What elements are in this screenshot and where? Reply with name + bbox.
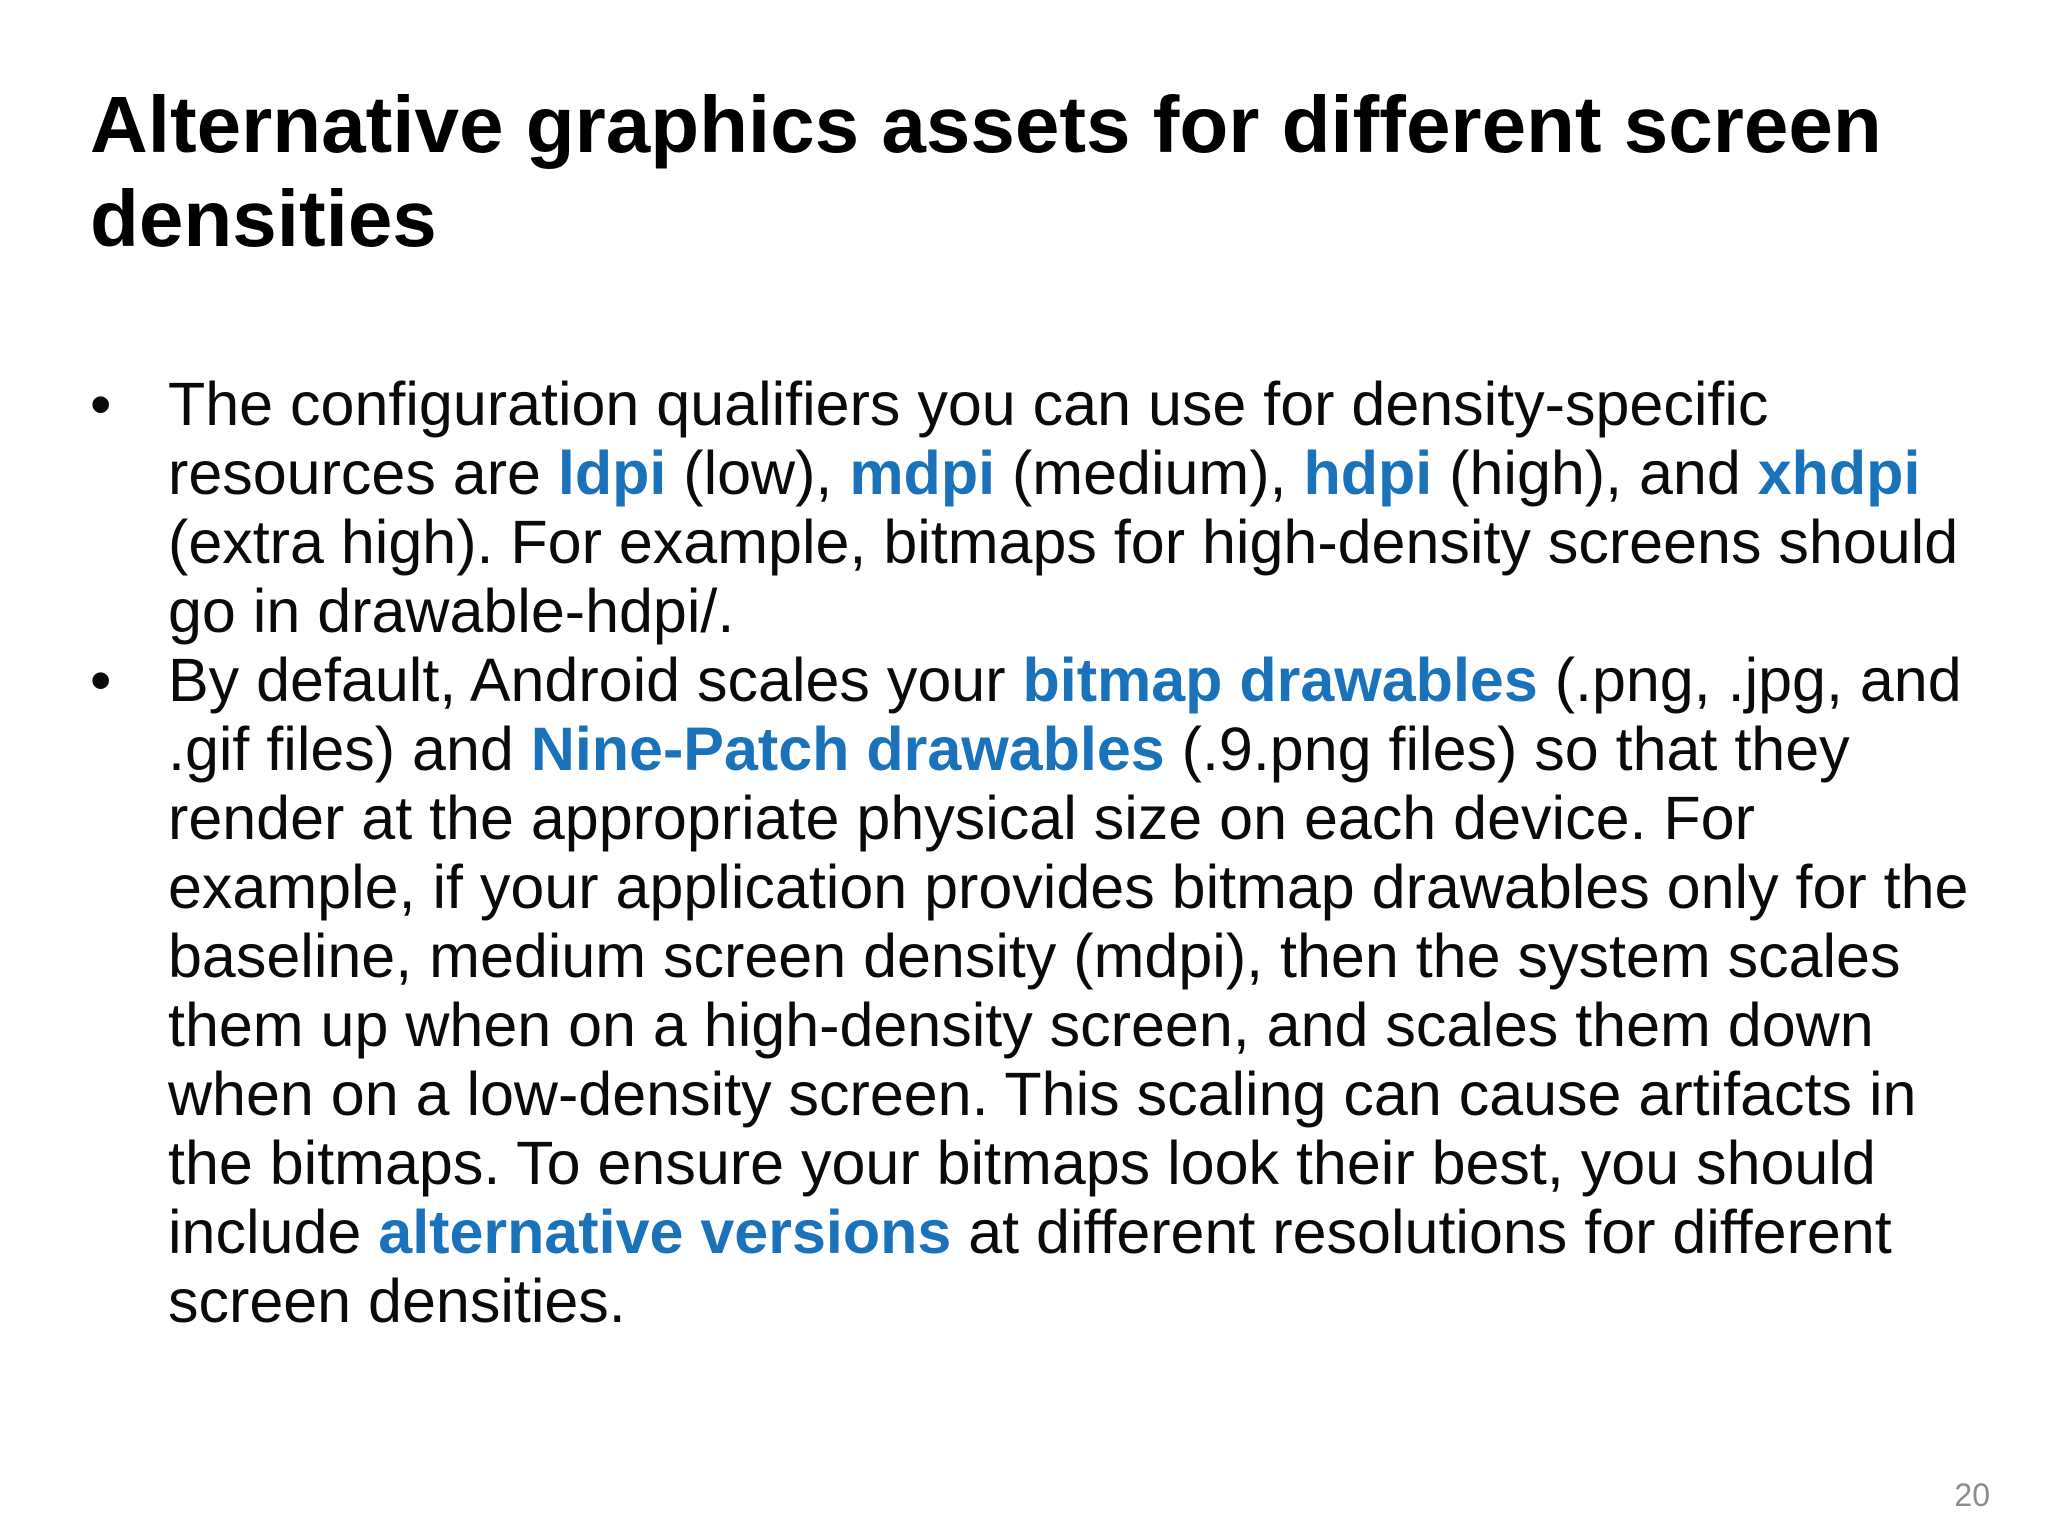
keyword-xhdpi: xhdpi — [1757, 439, 1921, 507]
slide-title: Alternative graphics assets for different screen densities — [90, 80, 1882, 263]
bullet-list — [90, 370, 1990, 1336]
keyword-mdpi: mdpi — [849, 439, 996, 507]
bullet-text: (high), and — [1432, 439, 1758, 507]
page-number: 20 — [1954, 1477, 1990, 1513]
bullet-text: (low), — [666, 439, 850, 507]
bullet-text: (extra high). For example, bitmaps for high-density screens should go in drawable-hdpi/. — [168, 508, 1959, 645]
bullet-item-density-qualifiers — [90, 370, 1990, 646]
link-bitmap-drawables[interactable]: bitmap drawables — [1022, 646, 1538, 714]
bullet-text: at different resolutions for different screen densities. — [168, 1198, 1892, 1335]
link-nine-patch-drawables[interactable]: Nine-Patch drawables — [530, 715, 1165, 783]
bullet-marker-icon: • — [90, 646, 112, 714]
bullet-item-default-scaling — [90, 646, 1990, 1336]
keyword-ldpi: ldpi — [557, 439, 667, 507]
bullet-text: (medium), — [995, 439, 1304, 507]
bullet-text: By default, Android scales your — [168, 646, 1023, 714]
bullet-text: (.9.png files) so that they render at the appropriate physical size on each device. For example, if your application provides bitmap drawables only for the baseline, medium screen density (mdpi), then the system scales them up when on a high-density screen, and scales them down when on a low-density screen. This scaling can cause artifacts in the bitmaps. To ensure your bitmaps look their best, you should include — [168, 715, 1969, 1266]
bullet-text: (.png, .jpg, and .gif files) and — [168, 646, 1962, 783]
link-alternative-versions[interactable]: alternative versions — [378, 1198, 952, 1266]
keyword-hdpi: hdpi — [1303, 439, 1433, 507]
bullet-text: The configuration qualifiers you can use for density-specific resources are — [168, 370, 1769, 507]
bullet-marker-icon: • — [90, 370, 112, 438]
